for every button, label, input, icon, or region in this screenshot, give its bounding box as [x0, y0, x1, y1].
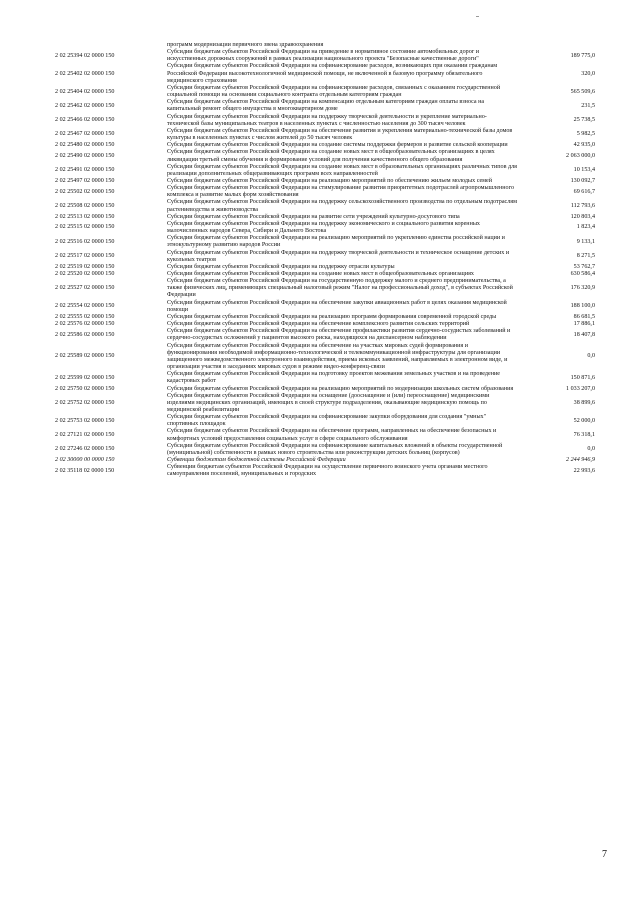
budget-code: 2 02 25466 02 0000 150 [55, 117, 115, 124]
row-amount: 112 793,6 [570, 203, 595, 210]
budget-code: 2 02 25497 02 0000 150 [55, 177, 115, 184]
table-row [55, 99, 595, 113]
table-row [55, 371, 595, 385]
row-description: Субвенции бюджетам субъектов Российской Федерации на осуществление первичного воинского учета органами местного самоуправления поселений, муниципальных и городских [167, 464, 488, 478]
table-row [55, 128, 595, 142]
budget-code: 2 02 25519 02 0000 150 [55, 263, 115, 270]
row-amount: 2 063 000,0 [566, 152, 595, 159]
budget-code: 2 02 25576 02 0000 150 [55, 321, 115, 328]
budget-code: 2 02 30000 00 0000 150 [55, 457, 115, 464]
budget-code: 2 02 25527 02 0000 150 [55, 285, 115, 292]
row-description: Субсидии бюджетам субъектов Российской Федерации на реализацию мероприятий по укреплению единства российской нации и этнокультурному развитию народов России [167, 235, 505, 249]
row-amount: 176 320,9 [570, 285, 595, 292]
row-amount: 8 271,5 [576, 253, 595, 260]
row-description: Субсидии бюджетам субъектов Российской Федерации на обеспечение развития и укрепления материально-технической базы домов культуры в населенных пунктах с числом жителей до 50 тысяч человек [167, 127, 513, 142]
row-description: Субсидии бюджетам субъектов Российской Федерации на оснащение (дооснащение и (или) переоснащение) медицинскими изделиями медицинских организаций, имеющих в своей структуре подразделения, оказывающие медицинскую помощь по медицинской реабилитации [167, 392, 490, 413]
table-row [55, 114, 595, 128]
row-description: Субсидии бюджетам субъектов Российской Федерации на создание системы поддержки фермеров и развитие сельской кооперации [167, 142, 508, 149]
row-amount: 42 935,0 [573, 142, 595, 149]
table-row [55, 464, 595, 478]
budget-code: 2 02 25750 02 0000 150 [55, 385, 115, 392]
row-amount: 86 681,5 [573, 313, 595, 320]
row-amount: 25 738,5 [573, 117, 595, 124]
budget-code: 2 02 25752 02 0000 150 [55, 399, 115, 406]
row-amount: 565 509,6 [570, 88, 595, 95]
row-description: Субсидии бюджетам субъектов Российской Федерации на софинансирование капитальных вложений в объекты государственной (муниципальной) собственности в рамках нового строительства или реконструкции детских больниц (корпусов) [167, 442, 503, 456]
row-description: Субсидии бюджетам субъектов Российской Федерации на софинансирование расходов, связанных с оказанием государственной социальной помощи на основании социального контракта отдельным категориям граждан [167, 84, 501, 99]
budget-code: 2 02 25502 02 0000 150 [55, 188, 115, 195]
table-row [55, 386, 595, 393]
row-description: Субсидии бюджетам субъектов Российской Федерации на обеспечение закупки авиационных работ в целях оказания медицинской помощи [167, 299, 507, 313]
budget-code: 2 02 25490 02 0000 150 [55, 152, 115, 159]
row-amount: 189 775,0 [570, 52, 595, 59]
table-row [55, 199, 595, 213]
budget-code: 2 02 35118 02 0000 150 [55, 467, 115, 474]
row-description: Субсидии бюджетам субъектов Российской Федерации на поддержку отрасли культуры [167, 263, 395, 270]
table-row [55, 149, 595, 163]
row-description: Субсидии бюджетам субъектов Российской Федерации на реализацию мероприятий по модернизации школьных систем образования [167, 385, 514, 392]
row-description: Субсидии бюджетам субъектов Российской Федерации на обеспечение на участках мировых судей формирования и функционирования необходимой информационно-технологической и телекоммуникационной инфраструктуры для организации защищенного межведомственного электронного взаимодействия, приема исковых заявлений, направляемых в электронном виде, и организации участия в заседаниях мировых судов в режиме видео-конференц-связи [167, 342, 508, 371]
table-row [55, 393, 595, 414]
budget-code: 2 02 27121 02 0000 150 [55, 432, 115, 439]
table-row [55, 164, 595, 178]
row-amount: 320,0 [581, 70, 595, 77]
row-amount: 630 586,4 [570, 271, 595, 277]
budget-code: 2 02 25513 02 0000 150 [55, 213, 115, 220]
row-description: Субсидии бюджетам субъектов Российской Федерации на обеспечение комплексного развития сельских территорий [167, 321, 470, 328]
row-amount: 22 993,6 [573, 467, 595, 474]
row-amount: 188 100,0 [570, 303, 595, 310]
table-row [55, 428, 595, 442]
row-description: Субсидии бюджетам субъектов Российской Федерации на создание новых мест в общеобразовательных организациях [167, 271, 474, 277]
budget-code: 2 02 25753 02 0000 150 [55, 417, 115, 424]
row-description: Субсидии бюджетам субъектов Российской Федерации на поддержку творческой деятельности и укрепление материально-технической базы муниципальных театров в населенных пунктах с численностью населения до 300 тысяч человек [167, 113, 487, 127]
row-description: Субсидии бюджетам субъектов Российской Федерации на приведение в нормативное состояние автомобильных дорог и искусственных дорожных сооружений в рамках реализации национального проекта "Безопасные качественные дороги" [167, 49, 480, 63]
row-amount: 38 899,6 [573, 399, 595, 406]
budget-code: 2 02 25516 02 0000 150 [55, 238, 115, 245]
budget-code: 2 02 25520 02 0000 150 [55, 271, 115, 277]
row-description: Субсидии бюджетам субъектов Российской Федерации на создание новых мест в образовательных организациях различных типов для реализации дополнительных общеразвивающих программ всех направленностей [167, 163, 517, 177]
row-amount: 0,0 [587, 446, 595, 453]
row-amount: 18 407,8 [573, 331, 595, 338]
budget-code: 2 02 25394 02 0000 150 [55, 52, 115, 59]
table-row [55, 63, 595, 84]
row-description: Субсидии бюджетам субъектов Российской Федерации на развитие сети учреждений культурно-досугового типа [167, 213, 460, 220]
budget-code: 2 02 25508 02 0000 150 [55, 203, 115, 210]
table-row [55, 49, 595, 63]
row-amount: 2 244 946,9 [566, 457, 595, 464]
row-description: Субсидии бюджетам субъектов Российской Федерации на реализацию мероприятий по обеспечению жильем молодых семей [167, 177, 492, 184]
row-description: Субсидии бюджетам субъектов Российской Федерации на софинансирование расходов, возникающих при оказании гражданам Российской Федерации высокотехнологичной медицинской помощи, не включенной в базовую программу обязательного медицинского страхования [167, 63, 498, 84]
row-amount: 10 153,4 [573, 167, 595, 174]
budget-code: 2 02 25555 02 0000 150 [55, 313, 115, 320]
budget-code: 2 02 25491 02 0000 150 [55, 167, 115, 174]
budget-code: 2 02 25402 02 0000 150 [55, 70, 115, 77]
table-row [55, 214, 595, 221]
row-description: программ модернизации первичного звена здравоохранения [167, 42, 324, 48]
table-row [55, 300, 595, 314]
row-amount: 69 616,7 [573, 188, 595, 195]
row-amount: 9 133,1 [576, 238, 595, 245]
row-amount: 0,0 [587, 353, 595, 360]
table-row [55, 185, 595, 199]
row-description: Субсидии бюджетам субъектов Российской Федерации на обеспечение профилактики развития сердечно-сосудистых заболеваний и сердечно-сосудистых осложнений у пациентов высокого риска, находящихся на диспансерном наблюдении [167, 328, 511, 342]
row-description: Субсидии бюджетам субъектов Российской Федерации на софинансирование закупки оборудования для создания "умных" спортивных площадок [167, 414, 487, 428]
table-row [55, 85, 595, 99]
table-row [55, 414, 595, 428]
table-row [55, 250, 595, 264]
row-description: Субсидии бюджетам субъектов Российской Федерации на подготовку проектов межевания земельных участков и на проведение кадастровых работ [167, 371, 500, 385]
row-description: Субсидии бюджетам субъектов Российской Федерации на реализацию программ формирования современной городской среды [167, 313, 497, 320]
row-amount: 130 092,7 [570, 177, 595, 184]
budget-code: 2 02 25554 02 0000 150 [55, 303, 115, 310]
table-row [55, 343, 595, 372]
row-description: Субсидии бюджетам субъектов Российской Федерации на поддержку творческой деятельности и техническое оснащение детских и кукольных театров [167, 249, 510, 263]
scan-mark [476, 16, 479, 17]
budget-code: 2 02 25462 02 0000 150 [55, 102, 115, 109]
row-description: Субсидии бюджетам субъектов Российской Федерации на стимулирование развития приоритетных подотраслей агропромышленного комплекса и развитие малых форм хозяйствования [167, 185, 514, 199]
table-row [55, 443, 595, 457]
row-description: Субсидии бюджетам субъектов Российской Федерации на компенсацию отдельным категориям граждан оплаты взноса на капитальный ремонт общего имущества в многоквартирном доме [167, 99, 485, 113]
table-row [55, 264, 595, 271]
row-amount: 120 803,4 [570, 213, 595, 220]
table-row [55, 235, 595, 249]
budget-code: 2 02 27246 02 0000 150 [55, 446, 115, 453]
row-description: Субсидии бюджетам субъектов Российской Федерации на создание новых мест в общеобразовательных организациях в целях ликвидации третьей смены обучения и формирование условий для получения качественного общего образования [167, 149, 495, 163]
row-amount: 52 000,0 [573, 417, 595, 424]
row-amount: 1 823,4 [576, 224, 595, 231]
budget-code: 2 02 25586 02 0000 150 [55, 331, 115, 338]
budget-code: 2 02 25599 02 0000 150 [55, 374, 115, 381]
row-description: Субвенции бюджетам бюджетной системы Российской Федерации [167, 457, 346, 464]
page-number: 7 [602, 849, 607, 860]
row-amount: 1 033 207,0 [566, 385, 595, 392]
row-amount: 150 871,6 [570, 374, 595, 381]
row-description: Субсидии бюджетам субъектов Российской Федерации на поддержку экономического и социального развития коренных малочисленных народов Севера, Сибири и Дальнего Востока [167, 220, 480, 235]
budget-code: 2 02 25589 02 0000 150 [55, 353, 115, 360]
row-amount: 5 982,5 [576, 131, 595, 138]
table-row [55, 278, 595, 299]
row-amount: 53 762,7 [573, 263, 595, 270]
budget-code: 2 02 25515 02 0000 150 [55, 224, 115, 231]
row-amount: 231,5 [581, 102, 595, 109]
budget-code: 2 02 25480 02 0000 150 [55, 142, 115, 149]
table-row [55, 221, 595, 235]
revenue-table [55, 42, 595, 479]
budget-code: 2 02 25467 02 0000 150 [55, 131, 115, 138]
budget-code: 2 02 25517 02 0000 150 [55, 253, 115, 260]
row-amount: 17 886,1 [573, 321, 595, 328]
budget-code: 2 02 25404 02 0000 150 [55, 88, 115, 95]
row-description: Субсидии бюджетам субъектов Российской Федерации на обеспечение программ, направленных на обеспечение безопасных и комфортных условий предоставления социальных услуг в сфере социального обслуживания [167, 428, 497, 442]
table-row [55, 328, 595, 342]
row-description: Субсидии бюджетам субъектов Российской Федерации на государственную поддержку малого и среднего предпринимательства, а также физических лиц, применяющих специальный налоговый режим "Налог на профессиональный доход", в субъектах Российской Федерации [167, 278, 513, 299]
row-description: Субсидии бюджетам субъектов Российской Федерации на поддержку сельскохозяйственного производства по отдельным подотраслям растениеводства и животноводства [167, 199, 517, 213]
row-amount: 76 318,1 [573, 432, 595, 439]
